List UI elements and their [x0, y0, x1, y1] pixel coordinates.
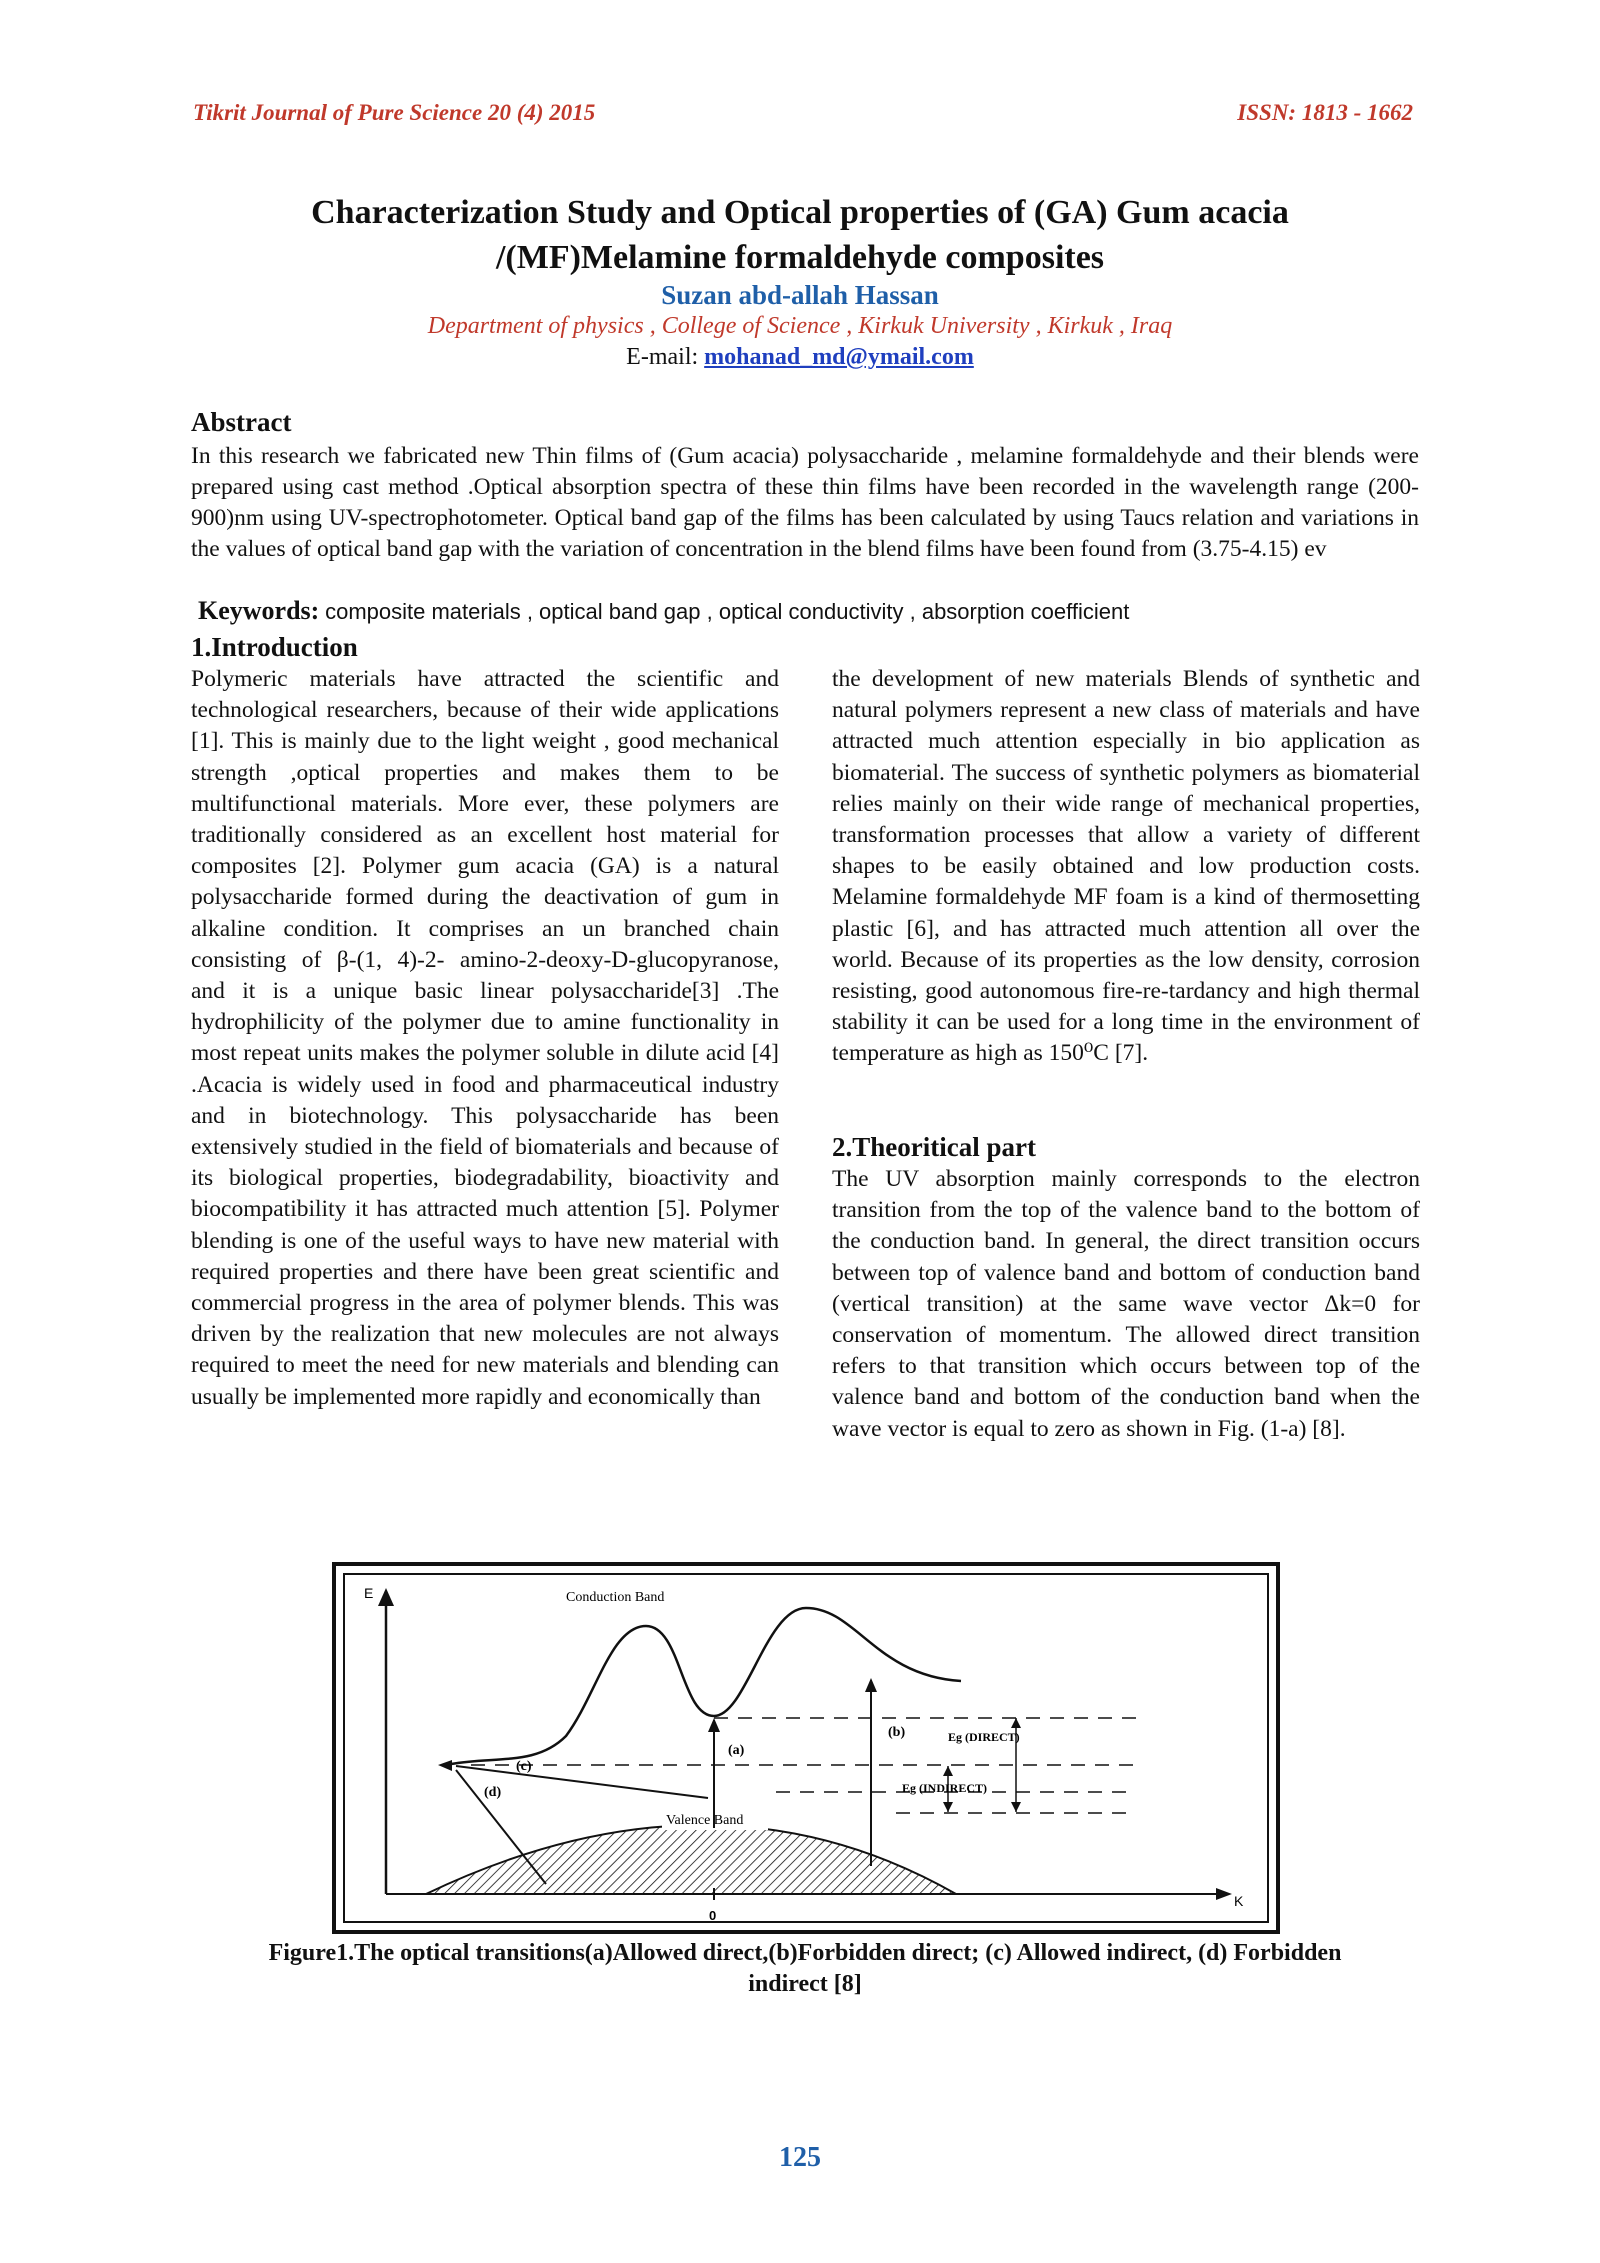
axis-k-label: K [1234, 1893, 1244, 1909]
email-link[interactable]: mohanad_md@ymail.com [704, 344, 974, 370]
eg-direct-label: Eg (DIRECT) [948, 1730, 1020, 1744]
transition-a-arrowhead-icon [708, 1718, 720, 1732]
label-b: (b) [888, 1725, 906, 1740]
valence-band-shape [426, 1825, 956, 1894]
page-number: 125 [779, 2142, 821, 2173]
abstract-heading: Abstract [191, 407, 292, 437]
journal-header: Tikrit Journal of Pure Science 20 (4) 2015 [193, 100, 596, 125]
k-axis-arrow-icon [1216, 1888, 1232, 1900]
email-line [150, 344, 1450, 371]
eg-direct-bottom-arrow-icon [1011, 1802, 1021, 1812]
issn-header: ISSN: 1813 - 1662 [1237, 100, 1413, 125]
band-diagram-figure [332, 1562, 1280, 1934]
transition-c-arrowhead-icon [438, 1760, 452, 1771]
figure-caption [190, 1938, 1420, 2000]
author-name: Suzan abd-allah Hassan [661, 280, 939, 310]
abstract-text: In this research we fabricated new Thin films of (Gum acacia) polysaccharide , melamine formaldehyde and their blends were prepared using cast method .Optical absorption spectra of these thin films have been recorded in the wavelength range (200-900)nm using UV-spectrophotometer. Optical band gap of the films has been calculated by using Taucs relation and variations in the values of optical band gap with the variation of concentration in the blend films have been found from (3.75-4.15) ev [191, 443, 1419, 562]
affiliation: Department of physics , College of Science , Kirkuk University , Kirkuk , Iraq [427, 313, 1173, 339]
valence-band-label: Valence Band [666, 1813, 744, 1828]
label-d: (d) [484, 1785, 502, 1800]
theory-text: The UV absorption mainly corresponds to the electron transition from the top of the valence band to the bottom of the conduction band. In general, the direct transition occurs between top of valence band and bottom of conduction band (vertical transition) at the same wave vector Δk=0 for conservation of momentum. The allowed direct transition refers to that transition which occurs between top of the valence band and bottom of the conduction band when the wave vector is equal to zero as shown in Fig. (1-a) [8]. [832, 1166, 1420, 1442]
email-label: E-mail: [626, 344, 699, 370]
title-line-2: /(MF)Melamine formaldehyde composites [495, 239, 1105, 276]
origin-label: 0 [709, 1908, 717, 1923]
energy-axis-arrow-icon [378, 1588, 394, 1606]
caption-line-2: indirect [8] [748, 1971, 862, 1997]
label-c: (c) [516, 1759, 532, 1774]
title-line-1: Characterization Study and Optical properties of (GA) Gum acacia [311, 194, 1289, 231]
keywords-line [198, 596, 1418, 626]
paper-title [150, 190, 1450, 280]
introduction-left-column: Polymeric materials have attracted the scientific and technological researchers, because of their wide applications [1]. This is mainly due to the light weight , good mechanical strength ,optical properties and makes them to be multifunctional materials. More ever, these polymers are traditionally considered as an excellent host material for composites [2]. Polymer gum acacia (GA) is a natural polysaccharide formed during the deactivation of gum in alkaline condition. It comprises an un branched chain consisting of β-(1, 4)-2- amino-2-deoxy-D-glucopyranose, and it is a unique basic linear polysaccharide[3] .The hydrophilicity of the polymer due to amine functionality in most repeat units makes the polymer soluble in dilute acid [4] .Acacia is widely used in food and pharmaceutical industry and in biotechnology. This polysaccharide has been extensively studied in the field of biomaterials and because of its biological properties, biodegradability, bioactivity and biocompatibility it has attracted much attention [5]. Polymer blending is one of the useful ways to have new material with required properties and there have been great scientific and commercial progress in the area of polymer blends. This was driven by the realization that new molecules are not always required to meet the need for new materials and blending can usually be implemented more rapidly and economically than [191, 666, 779, 1410]
conduction-band-curve [451, 1608, 961, 1764]
eg-indirect-label: Eg (INDIRECT) [902, 1781, 988, 1795]
eg-indirect-bottom-arrow-icon [943, 1802, 953, 1812]
caption-line-1: Figure1.The optical transitions(a)Allowed direct,(b)Forbidden direct; (c) Allowed indirect, (d) Forbidden [268, 1940, 1342, 1966]
eg-indirect-top-arrow-icon [943, 1766, 953, 1776]
conduction-band-label: Conduction Band [566, 1590, 665, 1605]
axis-e-label: E [364, 1585, 374, 1601]
introduction-right-column: the development of new materials Blends of synthetic and natural polymers represent a new class of materials and have attracted much attention especially in bio application as biomaterial. The success of synthetic polymers as biomaterial relies mainly on their wide range of mechanical properties, transformation processes that allow a variety of different shapes to be easily obtained and low production costs. Melamine formaldehyde MF foam is a kind of thermosetting plastic [6], and has attracted much attention all over the world. Because of its properties as the low density, corrosion resisting, good autonomous fire-re-tardancy and high thermal stability it can be used for a long time in the environment of temperature as high as 150⁰C [7]. [832, 666, 1420, 1067]
introduction-heading: 1.Introduction [191, 632, 358, 662]
theory-heading: 2.Theoritical part [832, 1132, 1036, 1162]
eg-direct-top-arrow-icon [1011, 1718, 1021, 1728]
label-a: (a) [728, 1743, 745, 1758]
keywords-label: Keywords: [198, 596, 320, 625]
keywords-text: composite materials , optical band gap , optical conductivity , absorption coefficient [325, 599, 1130, 624]
band-diagram-svg [336, 1566, 1276, 1930]
transition-b-arrowhead-icon [865, 1678, 877, 1692]
